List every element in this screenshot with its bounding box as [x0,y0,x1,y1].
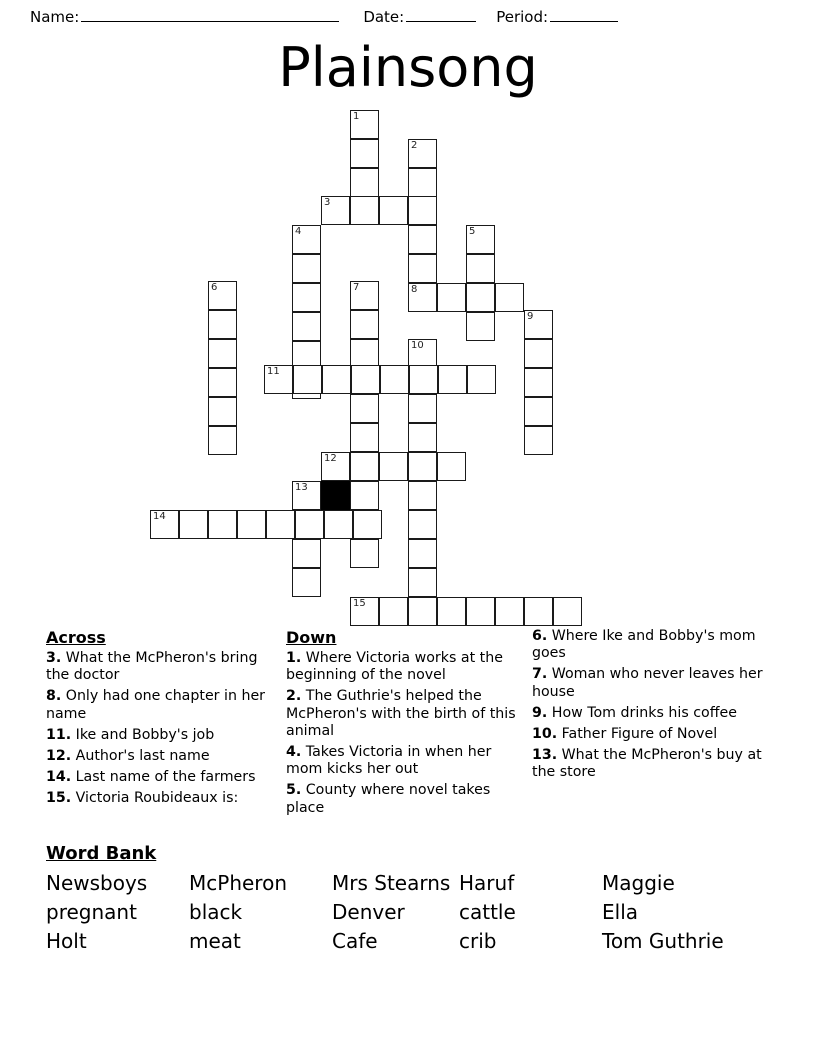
grid-cell-number: 10 [411,340,424,351]
clue-number: 4. [286,744,302,761]
grid-cell[interactable] [379,196,408,225]
grid-cell[interactable] [466,225,495,254]
grid-cell[interactable] [266,510,295,539]
grid-cell[interactable] [350,394,379,423]
name-label: Name: [30,8,80,26]
grid-cell[interactable] [408,196,437,225]
clue-number: 15. [46,790,72,807]
grid-cell[interactable] [237,510,266,539]
grid-cell[interactable] [350,139,379,168]
grid-cell[interactable] [292,568,321,597]
grid-cell[interactable] [408,139,437,168]
grid-cell[interactable] [437,283,466,312]
clue-text: Where Ike and Bobby's mom goes [532,628,756,662]
grid-cell[interactable] [208,510,237,539]
grid-cell[interactable] [292,254,321,283]
grid-cell[interactable] [208,281,237,310]
grid-cell-number: 14 [153,511,166,522]
grid-cell[interactable] [351,365,380,394]
grid-cell[interactable] [350,339,379,368]
page-title: Plainsong [278,36,538,99]
word-bank-section [46,843,786,956]
grid-cell-number: 3 [324,197,331,208]
clue-number: 5. [286,782,302,799]
clue-text: What the McPheron's buy at the store [532,747,762,781]
word-bank-grid [46,869,786,956]
grid-cell[interactable] [150,510,179,539]
word-bank-word[interactable]: Cafe [332,929,378,953]
grid-cell-blocked [321,481,350,510]
grid-cell[interactable] [408,283,437,312]
clue-text: Last name of the farmers [71,769,256,786]
clue-text: Takes Victoria in when her mom kicks her out [286,744,492,778]
grid-cell[interactable] [408,225,437,254]
clue-number: 7. [532,666,548,683]
clue-item [46,790,278,807]
period-label: Period: [496,8,549,26]
clue-item [46,748,278,765]
clue-number: 3. [46,650,62,666]
clue-item [46,727,278,744]
clue-text: Father Figure of Novel [557,726,718,743]
clue-number: 10. [532,726,558,743]
across-heading: Across [46,628,106,647]
word-bank-word[interactable]: Holt [46,929,87,953]
down-clue-list-1 [286,650,526,817]
grid-cell-number: 5 [469,226,476,237]
grid-cell[interactable] [408,597,437,626]
clues-section [46,628,770,834]
clue-text: The Guthrie's helped the McPheron's with the birth of this animal [286,688,516,739]
grid-cell[interactable] [350,281,379,310]
word-bank-word[interactable]: McPheron [189,871,287,895]
down-heading: Down [286,628,337,647]
clue-item [46,769,278,786]
grid-cell[interactable] [350,196,379,225]
grid-cell[interactable] [524,597,553,626]
word-bank-word[interactable]: Denver [332,900,405,924]
grid-cell[interactable] [322,365,351,394]
grid-cell[interactable] [350,310,379,339]
word-bank-word[interactable]: black [189,900,243,924]
grid-cell[interactable] [408,481,437,510]
grid-cell[interactable] [353,510,382,539]
grid-cell[interactable] [179,510,208,539]
word-bank-word[interactable]: pregnant [46,900,137,924]
clue-number: 9. [532,704,548,721]
grid-cell-number: 4 [295,226,302,237]
down-column [286,628,526,821]
word-bank-word[interactable]: cattle [459,900,516,924]
grid-cell[interactable] [408,539,437,568]
grid-cell[interactable] [467,365,496,394]
grid-cell[interactable] [208,426,237,455]
clue-item [46,650,278,684]
grid-cell-number: 6 [211,282,218,293]
grid-cell[interactable] [524,310,553,339]
grid-cell[interactable] [438,365,467,394]
grid-cell-number: 9 [527,311,534,322]
grid-cell[interactable] [524,339,553,368]
grid-cell[interactable] [324,510,353,539]
grid-cell[interactable] [350,423,379,452]
grid-cell[interactable] [293,365,322,394]
clue-number: 13. [532,747,558,764]
grid-cell[interactable] [350,110,379,139]
grid-cell[interactable] [408,510,437,539]
down-clue-list-2 [532,628,768,782]
clue-item [532,666,768,700]
clue-item [286,688,526,740]
clue-text: Where Victoria works at the beginning of the novel [286,650,503,684]
clue-item [532,726,768,743]
grid-cell[interactable] [350,539,379,568]
grid-cell[interactable] [408,339,437,368]
grid-cell[interactable] [524,426,553,455]
grid-cell[interactable] [208,368,237,397]
clue-text: Ike and Bobby's job [71,726,215,743]
grid-cell[interactable] [380,365,409,394]
grid-cell[interactable] [408,254,437,283]
word-bank-word[interactable]: Tom Guthrie [602,929,724,953]
down-column-continued [532,628,768,786]
grid-cell[interactable] [292,481,321,510]
grid-cell[interactable] [292,312,321,341]
grid-cell[interactable] [409,365,438,394]
grid-cell[interactable] [292,283,321,312]
word-bank-word[interactable]: Ella [602,900,639,924]
grid-cell[interactable] [264,365,293,394]
grid-cell[interactable] [350,168,379,197]
grid-cell[interactable] [524,397,553,426]
word-bank-word[interactable]: Haruf [459,871,515,895]
word-bank-word[interactable]: meat [189,929,241,953]
grid-cell[interactable] [379,597,408,626]
grid-cell[interactable] [466,597,495,626]
clue-item [46,688,278,722]
grid-cell[interactable] [408,568,437,597]
clue-number: 2. [286,688,302,705]
clue-number: 8. [46,688,62,705]
clue-item [286,744,526,778]
clue-item [532,747,768,781]
date-label: Date: [363,8,405,26]
grid-cell[interactable] [292,539,321,568]
word-bank-word[interactable]: Newsboys [46,871,148,895]
grid-cell[interactable] [321,196,350,225]
grid-cell[interactable] [553,597,582,626]
grid-cell[interactable] [495,283,524,312]
grid-cell[interactable] [466,283,495,312]
grid-cell[interactable] [408,423,437,452]
grid-cell-number: 1 [353,111,360,122]
grid-cell[interactable] [408,168,437,197]
grid-cell[interactable] [350,481,379,510]
clue-number: 1. [286,650,302,666]
grid-cell[interactable] [437,452,466,481]
grid-cell-number: 13 [295,482,308,493]
grid-cell[interactable] [408,394,437,423]
clue-item [286,782,526,816]
clue-text: Woman who never leaves her house [532,666,763,700]
grid-cell[interactable] [466,254,495,283]
word-bank-word[interactable]: Mrs Stearns [332,871,451,895]
grid-cell[interactable] [321,452,350,481]
grid-cell[interactable] [495,597,524,626]
clue-text: Only had one chapter in her name [46,688,266,722]
grid-cell-number: 15 [353,598,366,609]
grid-cell[interactable] [292,225,321,254]
clue-item [532,628,768,662]
grid-cell[interactable] [208,397,237,426]
grid-cell-number: 8 [411,284,418,295]
grid-cell[interactable] [208,310,237,339]
clue-text: Author's last name [71,748,210,765]
clue-item [532,705,768,722]
clue-number: 6. [532,628,548,644]
word-bank-word[interactable]: Maggie [602,871,675,895]
across-clue-list [46,650,278,808]
clue-number: 14. [46,769,72,786]
clue-text: How Tom drinks his coffee [547,704,737,721]
grid-cell-number: 12 [324,453,337,464]
clue-number: 11. [46,726,72,743]
grid-cell[interactable] [350,452,379,481]
grid-cell[interactable] [350,597,379,626]
clue-text: County where novel takes place [286,782,491,816]
grid-cell[interactable] [524,368,553,397]
grid-cell[interactable] [208,339,237,368]
grid-cell[interactable] [379,452,408,481]
grid-cell[interactable] [437,597,466,626]
across-column [46,628,278,812]
word-bank-heading: Word Bank [46,843,157,864]
grid-cell[interactable] [466,312,495,341]
clue-item [286,650,526,684]
clue-number: 12. [46,748,72,765]
clue-text: What the McPheron's bring the doctor [46,650,258,684]
grid-cell[interactable] [295,510,324,539]
grid-cell-number: 11 [267,366,280,377]
grid-cell-number: 7 [353,282,360,293]
grid-cell-number: 2 [411,140,418,151]
grid-cell[interactable] [408,452,437,481]
clue-text: Victoria Roubideaux is: [71,790,239,807]
word-bank-word[interactable]: crib [459,929,497,953]
